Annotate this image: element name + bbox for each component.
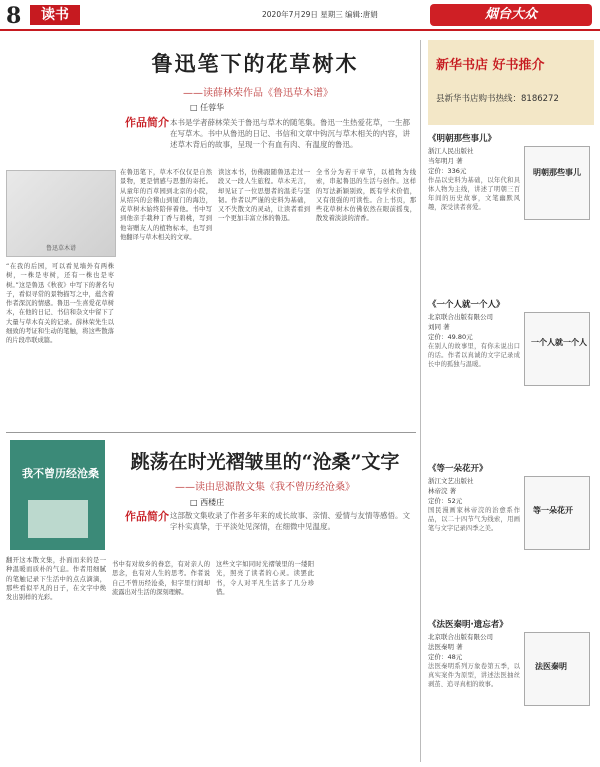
article1-column-3: 读这本书，仿佛跟随鲁迅走过一段又一段人生旅程。草木无言，却见证了一位思想者的温柔与坚韧。作者以严谨的史料为基础，又不失散文的灵动，让读者看到一个更加丰富立体的鲁迅。	[218, 169, 310, 223]
bookstore-ad	[428, 40, 594, 125]
article2-column-1: 翻开这本散文集，扑面而来的是一种温暖而质朴的气息。作者用细腻的笔触记录下生活中的点点滴滴，那些看似平凡的日子，在文字中焕发出别样的光彩。	[6, 557, 106, 602]
book-title: 《法医秦明·遗忘者》	[428, 620, 508, 630]
book-desc: 法医秦明系列万象卷第五季，以真实案件为原型，讲述法医抽丝剥茧、追寻真相的故事。	[428, 663, 520, 688]
page-number: 8	[6, 3, 22, 29]
article1-intro: 本书是学者薛林荣关于鲁迅与草木的随笔集。鲁迅一生热爱花草，一生都在写草木。书中从鲁迅的日记、书信和文章中钩沉与草木相关的内容，讲述草木背后的故事，呈现一个有血有肉、有温度的鲁迅。	[170, 118, 410, 149]
ad-title: 新华书店 好书推介	[436, 58, 545, 73]
intro2-seal: 作品简介	[125, 510, 169, 523]
article1-title: 鲁迅笔下的花草树木	[151, 51, 359, 76]
column-divider	[420, 40, 421, 762]
book2-cover-title: 我不曾历经沧桑	[22, 467, 99, 480]
book-title: 《一个人就一个人》	[428, 300, 505, 310]
image-caption: 鲁迅草木谱	[45, 245, 76, 252]
article2-column-2: 书中有对故乡的眷恋，有对亲人的思念，也有对人生的思考。作者说自己不曾历经沧桑，但字里行间却流露出对生活的深刻理解。	[112, 561, 210, 596]
article1-subtitle: ——读薛林荣作品《鲁迅草木谱》	[183, 88, 333, 99]
book-price: 定价：52元	[428, 497, 463, 505]
book-publisher: 浙江文艺出版社	[428, 477, 474, 485]
book-item-4	[428, 618, 594, 763]
intro-seal: 作品简介	[125, 116, 169, 129]
book-title: 《等一朵花开》	[428, 464, 488, 474]
book-desc: 国民漫画家林帝浣的治愈系作品，以二十四节气为线索，用画笔与文字记录四季之美。	[428, 507, 520, 532]
article2-intro: 这部散文集收录了作者多年来的成长故事、亲情、爱情与友情等感悟。文字朴实真挚，于平淡处见深情，在细微中见温度。	[170, 511, 410, 531]
book2-cover-image	[10, 440, 105, 550]
book-publisher: 浙江人民出版社	[428, 147, 474, 155]
book-author: 法医秦明 著	[428, 643, 463, 651]
book-item-1	[428, 132, 594, 292]
book-author: 当年明月 著	[428, 157, 463, 165]
book-price: 定价：48元	[428, 653, 463, 661]
book-title: 《明朝那些事儿》	[428, 134, 497, 144]
article1-column-4: 全书分为若干章节，以植物为线索，串起鲁迅的生活与创作。这样的写法新颖别致，既有学术价值，又有很强的可读性。合上书页，那些花草树木仿佛依然在眼前摇曳，散发着淡淡的清香。	[316, 169, 416, 223]
article-separator	[6, 432, 416, 433]
book-publisher: 北京联合出版有限公司	[428, 313, 493, 321]
book-desc: 作品以史料为基础，以年代和具体人物为主线，讲述了明朝三百年间的历史故事，文笔幽默风趣，深受读者喜爱。	[428, 177, 520, 211]
book-desc: 在别人的故事里，有你未说出口的话。作者以真诚的文字记录成长中的孤独与温暖。	[428, 343, 520, 368]
article1-column-1: “在我的后园，可以看见墙外有两株树，一株是枣树，还有一株也是枣树。”这是鲁迅《秋夜》中写下的著名句子，看似寻常的景物描写之中，蕴含着作者深沉的情感。鲁迅一生喜爱花草树木，在他的日记、书信和杂文中留下了大量与草木有关的记录。薛林荣先生以细致的考证和生动的笔触，将这些散落的片段串联成篇。	[6, 263, 114, 345]
book-cover: 一个人就一个人	[524, 312, 590, 386]
book2-cover-art	[28, 500, 88, 538]
book-cover: 法医秦明	[524, 632, 590, 706]
article2-subtitle: ——读由思源散文集《我不曾历经沧桑》	[175, 482, 355, 493]
book-cover-image	[6, 170, 116, 257]
book-price: 定价：336元	[428, 167, 467, 175]
article1-column-2: 在鲁迅笔下，草木不仅仅是自然景物，更是情感与思想的寄托。从童年的百草园到北京的小院，从绍兴的会稽山到厦门的海边，花草树木始终陪伴着他。书中写到他亲手栽种丁香与碧桃，写到他寄赠友人的植物标本，也写到他翻译与草木相关的文章。	[120, 169, 212, 242]
date-line: 2020年7月29日 星期三 编辑:唐娟	[262, 10, 378, 19]
book-price: 定价：49.80元	[428, 333, 473, 341]
article1-byline: □ 任蓉华	[190, 103, 225, 112]
article2-title: 跳荡在时光褶皱里的“沧桑”文字	[130, 451, 400, 473]
book-author: 林帝浣 著	[428, 487, 457, 495]
book-item-2	[428, 298, 594, 458]
section-label: 读书	[30, 5, 80, 25]
masthead-logo: 烟台大众	[430, 4, 592, 26]
ad-hotline: 县新华书店购书热线：8186272	[436, 94, 559, 104]
book-cover: 明朝那些事儿	[524, 146, 590, 220]
book-publisher: 北京联合出版有限公司	[428, 633, 493, 641]
article2-column-3: 这些文字如同时光褶皱里的一缕阳光，照亮了读者的心灵。读罢此书，令人对平凡生活多了几分珍惜。	[216, 561, 314, 596]
book-cover: 等一朵花开	[524, 476, 590, 550]
book-item-3	[428, 462, 594, 612]
article2-byline: □ 西楼庄	[190, 498, 225, 507]
book-author: 刘同 著	[428, 323, 450, 331]
header-rule	[0, 29, 600, 31]
